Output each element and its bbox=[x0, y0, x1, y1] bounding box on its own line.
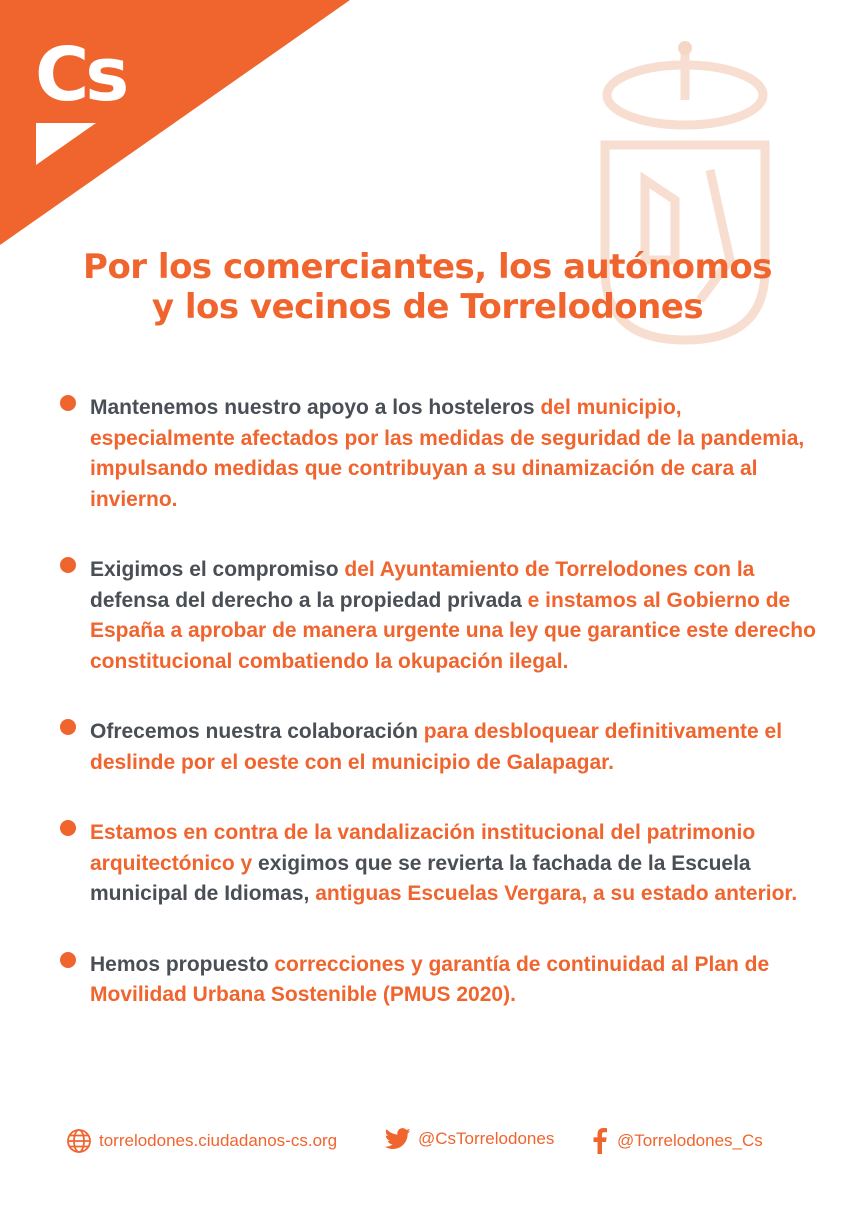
item-text: correcciones y garantía de continuidad al Plan de Movilidad Urbana Sostenible (PMUS 2020). bbox=[90, 952, 770, 1006]
title-line-1: Por los comerciantes, los autónomos bbox=[83, 247, 772, 287]
twitter-text: @CsTorrelodones bbox=[418, 1129, 555, 1148]
website-link[interactable] bbox=[66, 1128, 337, 1154]
emphasis-text: Exigimos el compromiso bbox=[90, 558, 339, 581]
item-text: e instamos al Gobierno de España a aprobar de manera urgente una ley que garantice este derecho constitucional combatiendo la okupación ilegal. bbox=[90, 588, 816, 673]
emphasis-text: Mantenemos nuestro apoyo a los hosteleros bbox=[90, 396, 535, 419]
facebook-text: @Torrelodones_Cs bbox=[617, 1131, 763, 1150]
bullet-icon bbox=[60, 820, 76, 836]
twitter-icon bbox=[385, 1128, 411, 1150]
proposals-list bbox=[60, 393, 820, 1051]
title-line-2: y los vecinos de Torrelodones bbox=[151, 287, 704, 327]
item-text: antiguas Escuelas Vergara, a su estado anterior. bbox=[309, 882, 798, 905]
facebook-icon bbox=[593, 1128, 607, 1154]
website-text: torrelodones.ciudadanos-cs.org bbox=[99, 1131, 338, 1150]
list-item bbox=[60, 393, 820, 515]
item-text: para desbloquear definitivamente el deslinde por el oeste con el municipio de Galapagar. bbox=[90, 720, 783, 774]
footer bbox=[0, 1128, 855, 1160]
emphasis-text: defensa del derecho a la propiedad privada bbox=[90, 588, 522, 612]
cs-logo: Cs bbox=[35, 32, 126, 118]
emphasis-text: Hemos propuesto bbox=[90, 952, 269, 976]
bullet-icon bbox=[60, 719, 76, 735]
list-item bbox=[60, 555, 820, 677]
item-text: del Ayuntamiento de Torrelodones con la bbox=[338, 558, 755, 581]
emphasis-text: Ofrecemos nuestra colaboración bbox=[90, 720, 418, 743]
list-item bbox=[60, 950, 820, 1011]
bullet-icon bbox=[60, 557, 76, 573]
item-text: Estamos en contra de la vandalización institucional del patrimonio arquitectónico y bbox=[90, 821, 756, 875]
bullet-icon bbox=[60, 395, 76, 411]
globe-icon bbox=[66, 1128, 92, 1154]
twitter-link[interactable] bbox=[385, 1128, 554, 1150]
item-text: del municipio, especialmente afectados por las medidas de seguridad de la pandemia, impulsando medidas que contribuyan a su dinamización de cara al invierno. bbox=[90, 396, 805, 511]
facebook-link[interactable] bbox=[593, 1128, 763, 1154]
page-title bbox=[0, 247, 855, 327]
list-item bbox=[60, 717, 820, 778]
bullet-icon bbox=[60, 952, 76, 968]
list-item bbox=[60, 818, 820, 910]
logo-mark-icon bbox=[36, 118, 96, 168]
emphasis-text: exigimos que se revierta la fachada de la Escuela municipal de Idiomas, bbox=[90, 851, 751, 905]
